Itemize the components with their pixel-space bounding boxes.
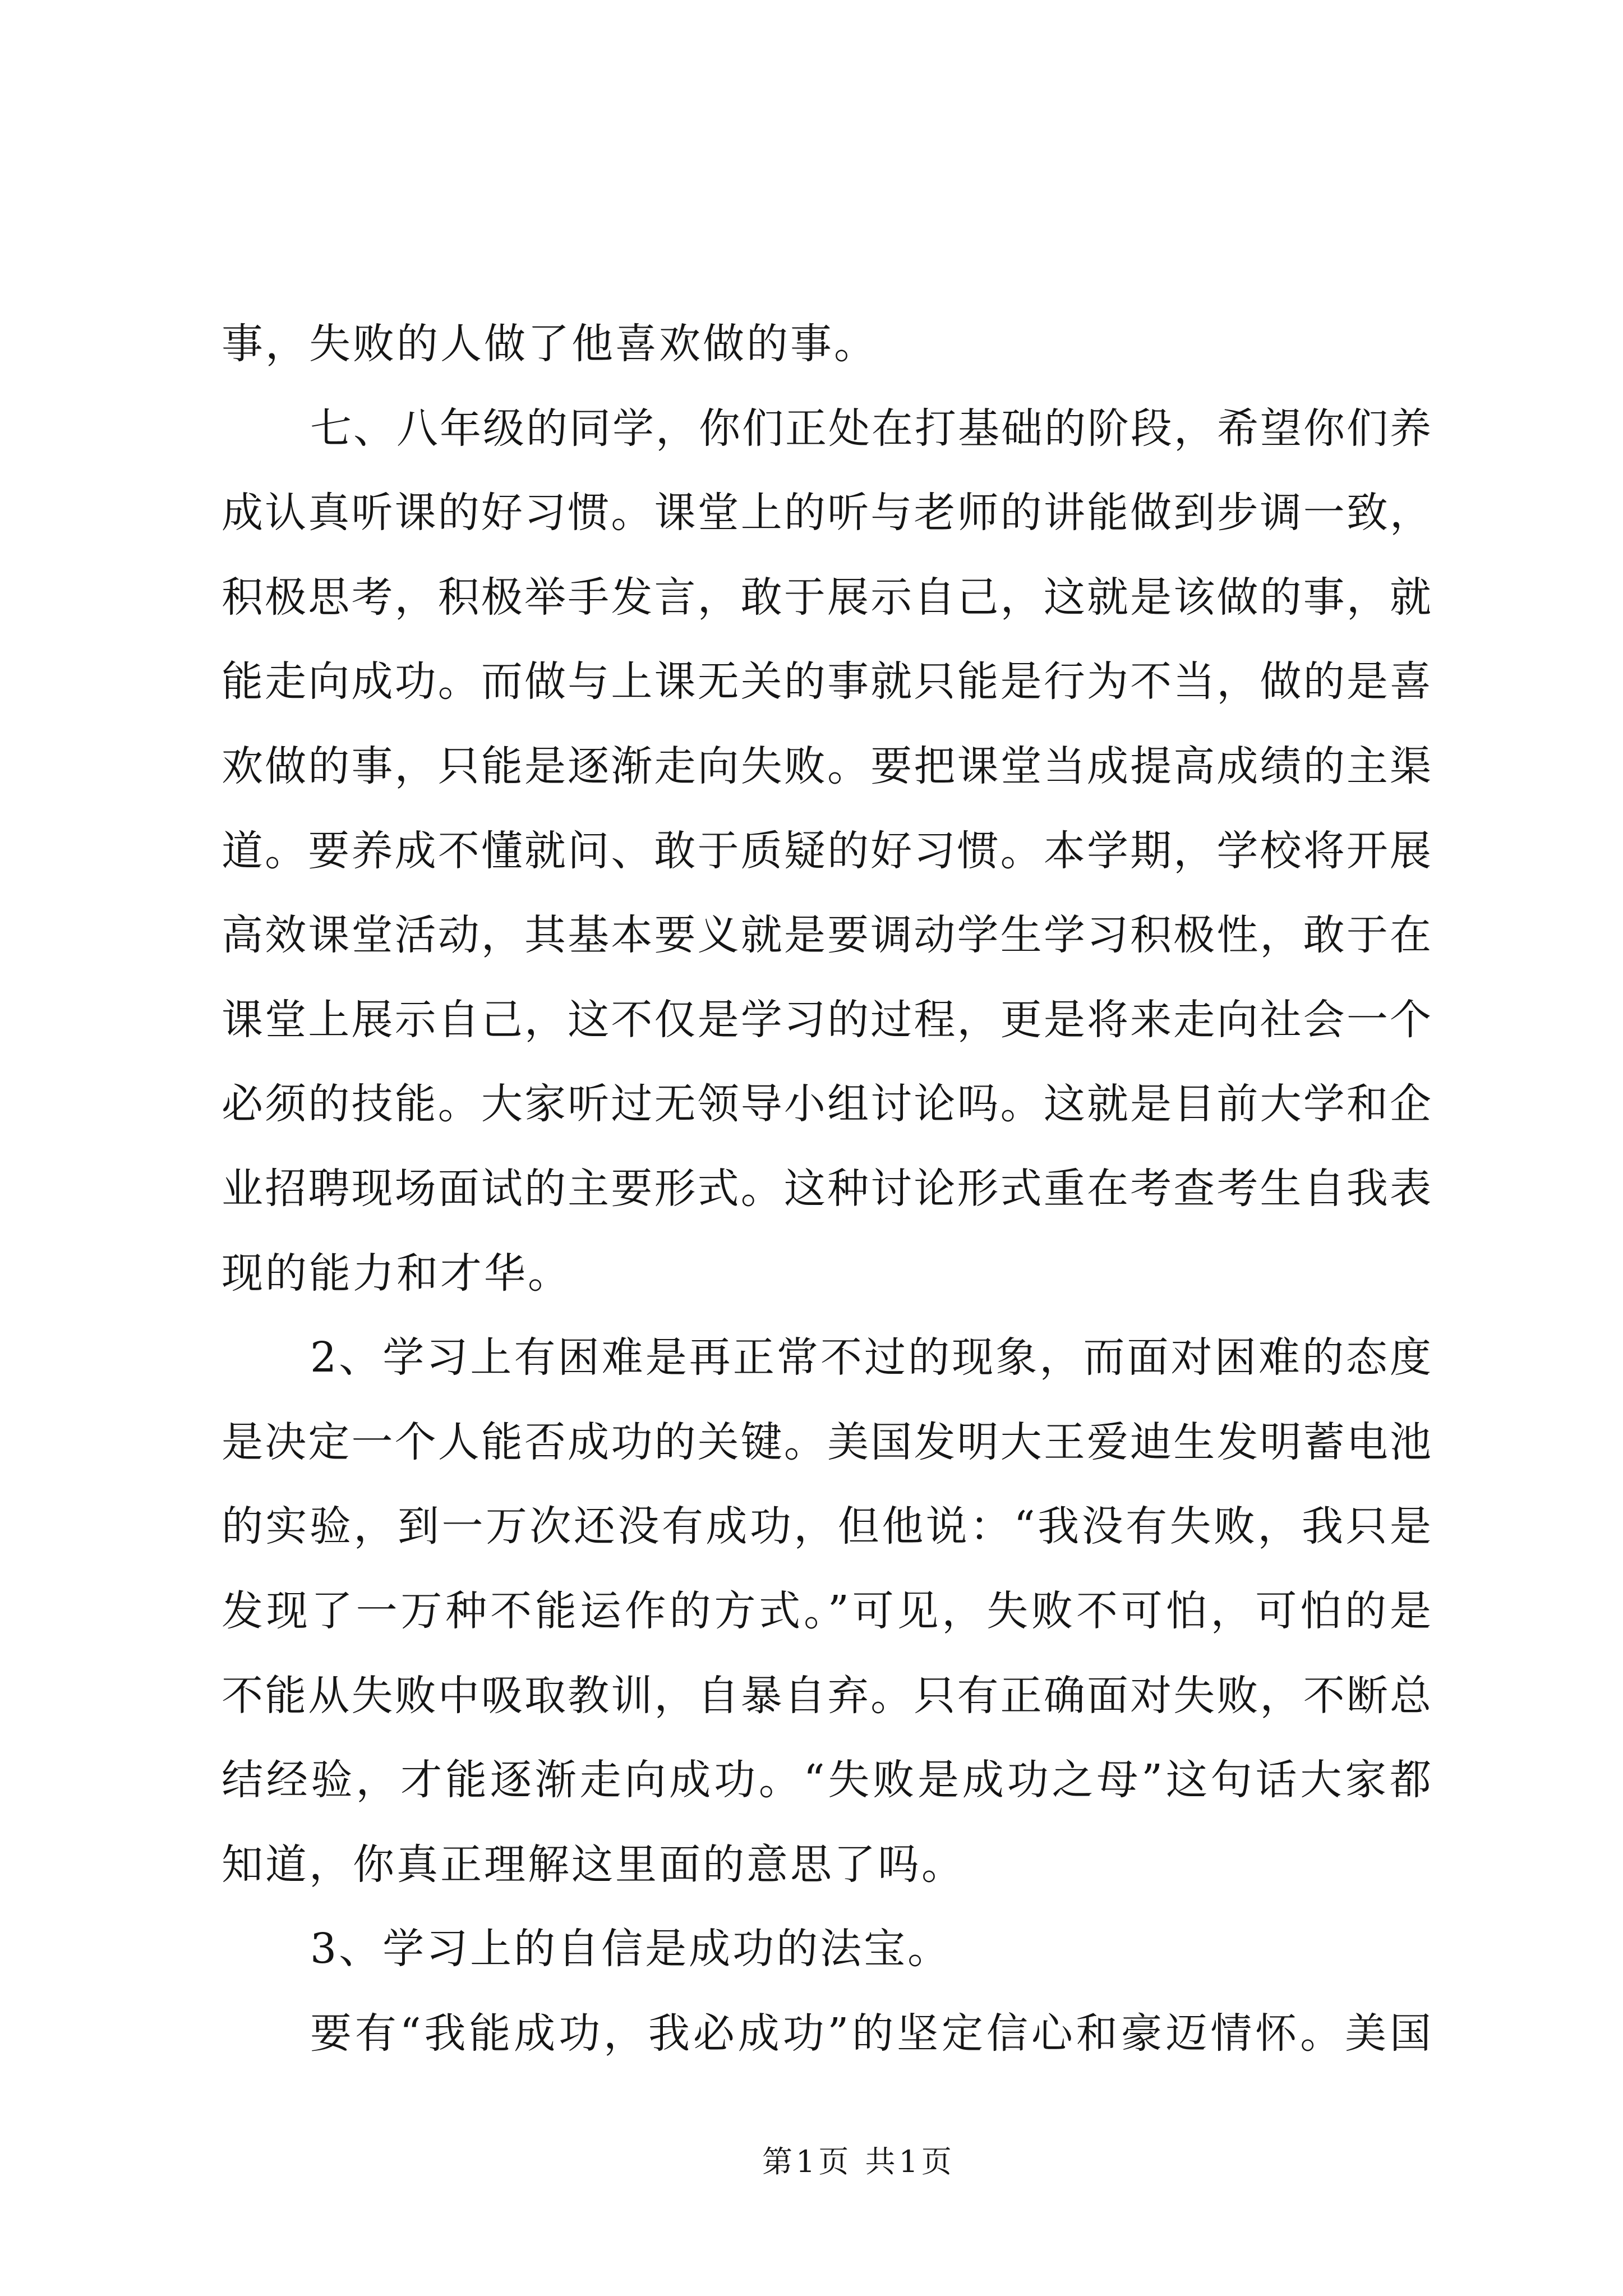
- paragraph: [222, 302, 1431, 386]
- page-footer-label: 第1页 共1页: [762, 2144, 955, 2179]
- paragraph: [222, 386, 1431, 1316]
- text-line: 成认真听课的好习惯。课堂上的听与老师的讲能做到步调一致，: [222, 489, 1431, 537]
- text-line: 是决定一个人能否成功的关键。美国发明大王爱迪生发明蓄电池: [222, 1418, 1431, 1466]
- text-line: 道。要养成不懂就问、敢于质疑的好习惯。本学期，学校将开展: [222, 826, 1431, 875]
- text-line: 业招聘现场面试的主要形式。这种讨论形式重在考查考生自我表: [222, 1164, 1431, 1213]
- text-line: 积极思考，积极举手发言，敢于展示自己，这就是该做的事，就: [222, 573, 1431, 622]
- text-line: 现的能力和才华。: [222, 1249, 571, 1297]
- text-line: 3、学习上的自信是成功的法宝。: [310, 1925, 952, 1973]
- text-line: 高效课堂活动，其基本要义就是要调动学生学习积极性，敢于在: [222, 911, 1431, 960]
- text-line: 课堂上展示自己，这不仅是学习的过程，更是将来走向社会一个: [222, 995, 1431, 1044]
- text-line: 的实验，到一万次还没有成功，但他说：“我没有失败，我只是: [222, 1502, 1431, 1551]
- text-line: 必须的技能。大家听过无领导小组讨论吗。这就是目前大学和企: [222, 1080, 1431, 1129]
- text-line: 2、学习上有困难是再正常不过的现象，而面对困难的态度: [310, 1333, 1431, 1382]
- document-body: [222, 302, 1431, 2076]
- text-line: 发现了一万种不能运作的方式。”可见，失败不可怕，可怕的是: [222, 1586, 1431, 1635]
- text-line: 要有“我能成功，我必成功”的坚定信心和豪迈情怀。美国: [310, 2009, 1431, 2058]
- paragraph: [222, 1907, 1431, 1991]
- text-line: 能走向成功。而做与上课无关的事就只能是行为不当，做的是喜: [222, 657, 1431, 706]
- paragraph: [222, 1991, 1431, 2076]
- text-line: 七、八年级的同学，你们正处在打基础的阶段，希望你们养: [310, 404, 1431, 453]
- text-line: 结经验，才能逐渐走向成功。“失败是成功之母”这句话大家都: [222, 1756, 1431, 1805]
- text-line: 事，失败的人做了他喜欢做的事。: [222, 320, 878, 368]
- paragraph: [222, 1315, 1431, 1907]
- text-line: 知道，你真正理解这里面的意思了吗。: [222, 1840, 965, 1889]
- text-line: 欢做的事，只能是逐渐走向失败。要把课堂当成提高成绩的主渠: [222, 742, 1431, 790]
- text-line: 不能从失败中吸取教训，自暴自弃。只有正确面对失败，不断总: [222, 1671, 1431, 1720]
